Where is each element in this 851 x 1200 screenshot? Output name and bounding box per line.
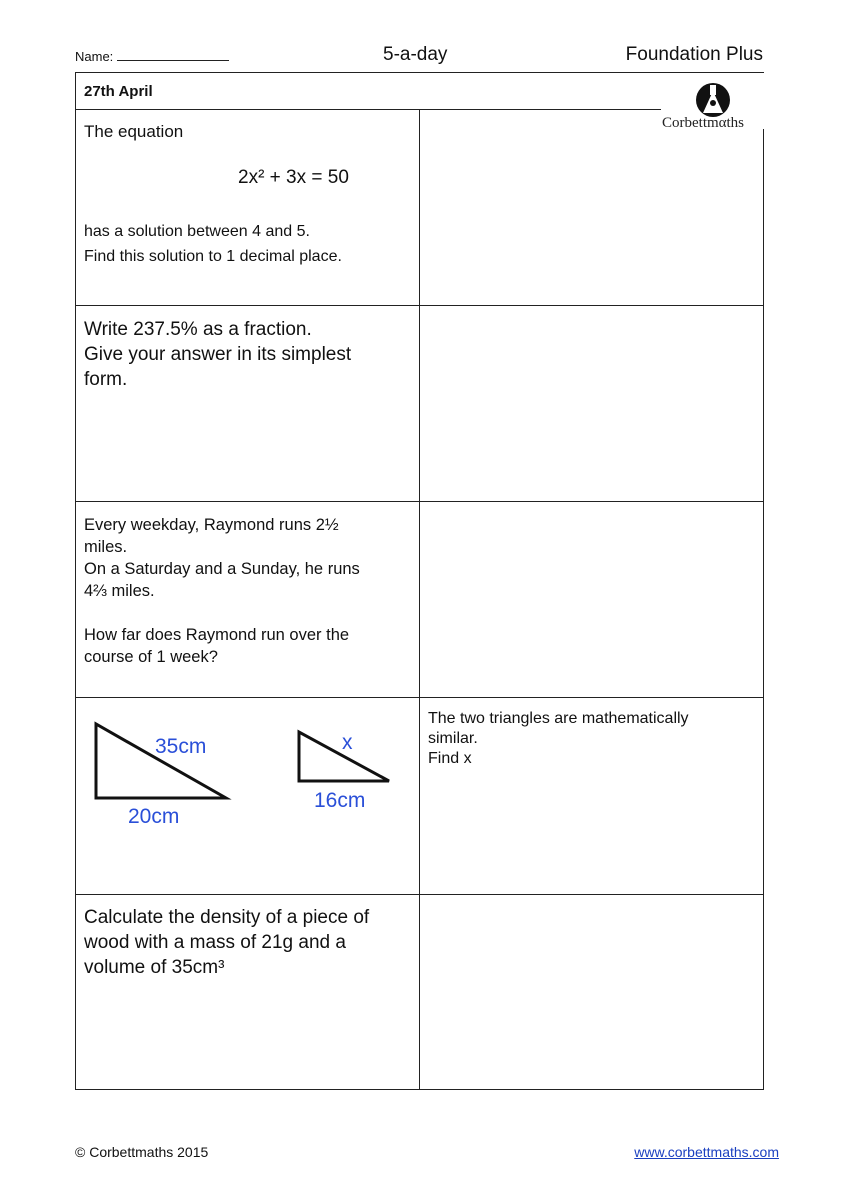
- name-field: [75, 48, 229, 64]
- row-divider-3: [75, 697, 764, 698]
- q5-line3: volume of 35cm³: [84, 957, 225, 978]
- q4-line1: The two triangles are mathematically: [428, 710, 689, 727]
- large-base-label: 20cm: [128, 805, 180, 828]
- footer-website-link[interactable]: www.corbettmaths.com: [634, 1144, 779, 1160]
- q2-line1: Write 237.5% as a fraction.: [84, 319, 312, 340]
- q1-line1: has a solution between 4 and 5.: [84, 223, 310, 240]
- q3-line3: On a Saturday and a Sunday, he runs: [84, 560, 360, 578]
- q1-text: [84, 219, 409, 269]
- q4-line3: Find x: [428, 750, 472, 767]
- q2-line2: Give your answer in its simplest: [84, 344, 352, 365]
- q1-equation: 2x² + 3x = 50: [238, 167, 349, 188]
- date-label: 27th April: [84, 83, 153, 100]
- small-base-label: 16cm: [314, 789, 366, 812]
- q1-intro: The equation: [84, 122, 184, 141]
- q3-line1: Every weekday, Raymond runs 2½: [84, 516, 339, 534]
- q3-line4: 4⅔ miles.: [84, 582, 155, 600]
- level-label: Foundation Plus: [625, 44, 763, 65]
- logo-text: Corbettmαths: [662, 115, 745, 131]
- name-label: Name:: [75, 49, 114, 64]
- q2-text: [84, 317, 409, 392]
- q4-line2: similar.: [428, 730, 478, 747]
- q5-text: [84, 905, 409, 980]
- q2-line3: form.: [84, 369, 128, 390]
- row-divider-1: [75, 305, 764, 306]
- row-divider-2: [75, 501, 764, 502]
- q3-spacer: [84, 602, 409, 624]
- similar-triangles-diagram: [76, 699, 418, 893]
- column-divider: [419, 109, 420, 1090]
- name-blank-line: [117, 48, 229, 61]
- q3-line6: course of 1 week?: [84, 648, 218, 666]
- worksheet-title: 5-a-day: [383, 44, 448, 65]
- large-hypotenuse-label: 35cm: [155, 735, 207, 758]
- q5-line2: wood with a mass of 21g and a: [84, 932, 346, 953]
- q5-line1: Calculate the density of a piece of: [84, 907, 370, 928]
- footer-copyright: © Corbettmaths 2015: [75, 1144, 209, 1160]
- q4-text: [428, 709, 748, 769]
- q3-text: [84, 514, 409, 668]
- small-hypotenuse-label: x: [342, 731, 353, 754]
- q1-line2: Find this solution to 1 decimal place.: [84, 248, 342, 265]
- q3-line5: How far does Raymond run over the: [84, 626, 350, 644]
- row-divider-4: [75, 894, 764, 895]
- q3-line2: miles.: [84, 538, 128, 556]
